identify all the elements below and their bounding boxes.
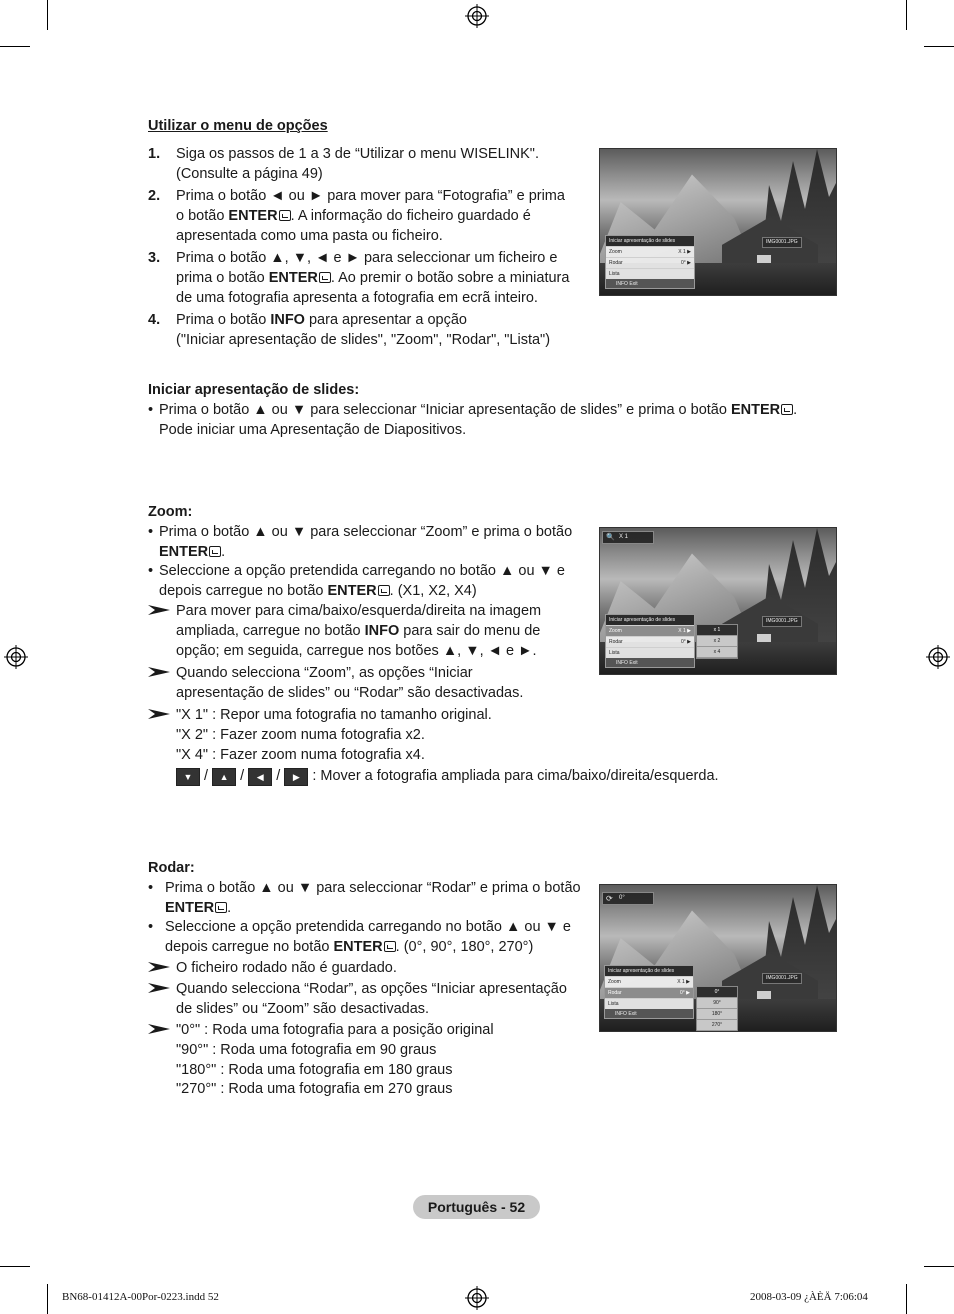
step-text: o botão bbox=[176, 207, 229, 224]
enter-key-label: ENTER bbox=[268, 269, 318, 286]
bullet-dot: • bbox=[148, 563, 154, 579]
osd-row-list[interactable]: Lista bbox=[606, 268, 694, 279]
note-text: Para mover para cima/baixo/esquerda/direita na imagem bbox=[176, 603, 542, 619]
enter-key-label: ENTER bbox=[165, 899, 215, 916]
note-arrow-icon bbox=[148, 961, 172, 973]
enter-key-label: ENTER bbox=[228, 207, 278, 224]
step-text: de uma fotografia apresenta a fotografia em ecrã inteiro. bbox=[176, 289, 538, 306]
note-text: "X 2" : Fazer zoom numa fotografia x2. bbox=[176, 726, 425, 743]
step-text: ("Iniciar apresentação de slides", "Zoom", "Rodar", "Lista") bbox=[176, 331, 551, 348]
note-arrow-icon bbox=[148, 982, 172, 994]
note-text: "180°" : Roda uma fotografia em 180 graus bbox=[176, 1061, 453, 1078]
info-key-label: INFO bbox=[270, 312, 305, 328]
bullet-text: depois carregue no botão bbox=[165, 938, 334, 955]
key-separator: / bbox=[276, 768, 281, 785]
up-key-icon: ▲ bbox=[212, 768, 236, 786]
direction-keys-line bbox=[176, 767, 719, 787]
note-text: apresentação de slides” ou “Rodar” são desactivadas. bbox=[176, 684, 524, 701]
bullet-text: Prima o botão ▲ ou ▼ para seleccionar “Rodar” e prima o botão bbox=[165, 880, 581, 896]
step-text: (Consulte a página 49) bbox=[176, 165, 323, 182]
zoom-indicator bbox=[602, 531, 654, 544]
enter-icon bbox=[319, 272, 331, 283]
step-number: 3. bbox=[148, 250, 161, 266]
crop-mark bbox=[906, 0, 907, 30]
bullet-dot: • bbox=[148, 402, 154, 418]
bullet-text: . bbox=[793, 402, 798, 418]
step-text: Siga os passos de 1 a 3 de “Utilizar o menu WISELINK". bbox=[176, 146, 539, 162]
step-text: prima o botão bbox=[176, 269, 269, 286]
screenshot-options-menu bbox=[599, 148, 837, 296]
registration-target-icon bbox=[926, 645, 950, 669]
zoom-bullet-2 bbox=[148, 562, 565, 602]
slideshow-heading: Iniciar apresentação de slides: bbox=[148, 382, 360, 398]
right-key-icon: ▶ bbox=[284, 768, 308, 786]
left-key-icon: ◀ bbox=[248, 768, 272, 786]
file-tag: IMG0001.JPG bbox=[762, 616, 802, 627]
zoom-note-2 bbox=[176, 664, 523, 704]
rotate-note-2 bbox=[176, 980, 567, 1020]
enter-key-label: ENTER bbox=[327, 582, 377, 599]
enter-icon bbox=[215, 902, 227, 913]
step-text-line bbox=[176, 311, 550, 331]
rotate-option-180[interactable]: 180° bbox=[697, 1009, 737, 1020]
registration-target-icon bbox=[465, 4, 489, 28]
step-text: Prima o botão ◄ ou ► para mover para “Fotografia” e prima bbox=[176, 188, 565, 204]
note-text: "X 4" : Fazer zoom numa fotografia x4. bbox=[176, 746, 425, 763]
osd-title: Iniciar apresentação de slides bbox=[605, 966, 693, 976]
step-text: . Ao premir o botão sobre a miniatura bbox=[330, 269, 570, 286]
down-key-icon: ▼ bbox=[176, 768, 200, 786]
bullet-text: Prima o botão ▲ ou ▼ para seleccionar “Zoom” e prima o botão bbox=[159, 524, 573, 540]
rotate-bullet-1 bbox=[148, 879, 581, 919]
magnifier-icon: 🔍 bbox=[606, 534, 615, 541]
enter-icon bbox=[378, 585, 390, 596]
rotate-option-270[interactable]: 270° bbox=[697, 1020, 737, 1031]
registration-target-icon bbox=[4, 645, 28, 669]
step-text: . A informação do ficheiro guardado é bbox=[290, 207, 531, 224]
crop-mark bbox=[924, 46, 954, 47]
options-heading: Utilizar o menu de opções bbox=[148, 118, 328, 134]
rotate-angle: 0° bbox=[619, 895, 625, 901]
file-tag: IMG0001.JPG bbox=[762, 237, 802, 248]
rotate-icon: ⟳ bbox=[606, 894, 613, 903]
step-text-line bbox=[176, 207, 565, 227]
note-arrow-icon bbox=[148, 604, 172, 616]
note-text: : Mover a fotografia ampliada para cima/baixo/direita/esquerda. bbox=[312, 768, 719, 785]
slideshow-bullet bbox=[148, 401, 797, 441]
note-text: "270°" : Roda uma fotografia em 270 graus bbox=[176, 1081, 453, 1098]
step-text: para apresentar a opção bbox=[304, 312, 467, 328]
zoom-submenu bbox=[696, 624, 738, 659]
note-arrow-icon bbox=[148, 1023, 172, 1035]
osd-info-row: INFO Exit bbox=[606, 279, 694, 288]
bullet-text: . (X1, X2, X4) bbox=[389, 582, 477, 599]
bullet-text: Pode iniciar uma Apresentação de Diapositivos. bbox=[159, 421, 467, 438]
osd-options-menu bbox=[605, 235, 695, 289]
osd-options-menu bbox=[605, 614, 695, 668]
crop-mark bbox=[906, 1284, 907, 1314]
zoom-option-x1[interactable]: x 1 bbox=[697, 625, 737, 636]
note-text: ampliada, carregue no botão bbox=[176, 622, 365, 639]
step-text: apresentada como uma pasta ou ficheiro. bbox=[176, 227, 443, 244]
zoom-option-x2[interactable]: x 2 bbox=[697, 636, 737, 647]
bullet-text: . bbox=[221, 543, 226, 560]
rotate-note-3 bbox=[176, 1021, 494, 1100]
step-number: 1. bbox=[148, 146, 161, 162]
enter-icon bbox=[781, 404, 793, 415]
info-key-label: INFO bbox=[364, 622, 400, 639]
rotate-option-90[interactable]: 90° bbox=[697, 998, 737, 1009]
step-number: 2. bbox=[148, 188, 161, 204]
note-text: Quando selecciona “Zoom”, as opções “Iniciar bbox=[176, 665, 473, 681]
osd-row-list[interactable]: Lista bbox=[605, 998, 693, 1009]
note-text: "X 1" : Repor uma fotografia no tamanho original. bbox=[176, 707, 492, 723]
osd-row-rotate[interactable]: Rodar 0° ▶ bbox=[606, 636, 694, 647]
osd-info-row: INFO Exit bbox=[606, 658, 694, 667]
registration-target-icon bbox=[465, 1286, 489, 1310]
page-number-label: Português - 52 bbox=[413, 1195, 540, 1219]
osd-title: Iniciar apresentação de slides bbox=[606, 236, 694, 246]
note-text: "90°" : Roda uma fotografia em 90 graus bbox=[176, 1041, 437, 1058]
zoom-option-x4[interactable]: x 4 bbox=[697, 647, 737, 658]
file-tag: IMG0001.JPG bbox=[762, 973, 802, 984]
bullet-text: Prima o botão ▲ ou ▼ para seleccionar “Iniciar apresentação de slides” e prima o botão bbox=[159, 402, 731, 418]
step-text: Prima o botão ▲, ▼, ◄ e ► para seleccionar um ficheiro e bbox=[176, 250, 558, 266]
key-separator: / bbox=[204, 768, 209, 785]
key-separator: / bbox=[240, 768, 245, 785]
bullet-dot: • bbox=[148, 919, 154, 935]
enter-key-label: ENTER bbox=[730, 402, 781, 418]
enter-key-label: ENTER bbox=[159, 543, 209, 560]
note-text: para sair do menu de bbox=[399, 622, 541, 639]
osd-info-row: INFO Exit bbox=[605, 1009, 693, 1018]
bullet-text: Seleccione a opção pretendida carregando no botão ▲ ou ▼ e bbox=[159, 563, 565, 579]
rotate-indicator bbox=[602, 892, 654, 905]
enter-key-label: ENTER bbox=[333, 938, 383, 955]
step-number: 4. bbox=[148, 312, 161, 328]
step-text: Prima o botão bbox=[176, 312, 271, 328]
osd-row-rotate[interactable]: Rodar 0° ▶ bbox=[605, 987, 693, 998]
enter-icon bbox=[384, 941, 396, 952]
osd-row-zoom[interactable]: Zoom X 1 ▶ bbox=[605, 976, 693, 987]
step-3 bbox=[148, 249, 569, 308]
osd-row-rotate[interactable]: Rodar 0° ▶ bbox=[606, 257, 694, 268]
step-2 bbox=[148, 187, 565, 246]
step-4 bbox=[148, 311, 550, 351]
zoom-heading: Zoom: bbox=[148, 504, 193, 520]
bullet-text: depois carregue no botão bbox=[159, 582, 328, 599]
note-arrow-icon bbox=[148, 708, 172, 720]
bullet-text: . bbox=[227, 899, 232, 916]
step-1 bbox=[148, 145, 539, 185]
crop-mark bbox=[47, 1284, 48, 1314]
osd-title: Iniciar apresentação de slides bbox=[606, 615, 694, 625]
step-text-line bbox=[176, 269, 569, 289]
note-text: de slides” ou “Zoom” são desactivadas. bbox=[176, 1000, 430, 1017]
zoom-level: X 1 bbox=[619, 534, 629, 540]
osd-row-list[interactable]: Lista bbox=[606, 647, 694, 658]
bullet-dot: • bbox=[148, 880, 154, 896]
osd-row-zoom[interactable]: Zoom X 1 ▶ bbox=[606, 625, 694, 636]
rotate-bullet-2 bbox=[148, 918, 571, 958]
bullet-text: . (0°, 90°, 180°, 270°) bbox=[395, 938, 534, 955]
crop-mark bbox=[924, 1266, 954, 1267]
zoom-bullet-1 bbox=[148, 523, 572, 563]
crop-mark bbox=[0, 46, 30, 47]
note-text: "0°" : Roda uma fotografia para a posição original bbox=[176, 1022, 494, 1038]
enter-icon bbox=[209, 546, 221, 557]
bullet-dot: • bbox=[148, 524, 154, 540]
screenshot-rotate-menu bbox=[599, 884, 837, 1032]
rotate-heading: Rodar: bbox=[148, 860, 195, 876]
bullet-text: Seleccione a opção pretendida carregando no botão ▲ ou ▼ e bbox=[165, 919, 571, 935]
note-text: Quando selecciona “Rodar”, as opções “Iniciar apresentação bbox=[176, 981, 567, 997]
enter-icon bbox=[279, 210, 291, 221]
print-file-info: BN68-01412A-00Por-0223.indd 52 bbox=[62, 1291, 219, 1303]
zoom-note-1 bbox=[176, 602, 541, 661]
zoom-note-3 bbox=[176, 706, 719, 787]
rotate-submenu bbox=[696, 986, 738, 1032]
crop-mark bbox=[0, 1266, 30, 1267]
screenshot-zoom-menu bbox=[599, 527, 837, 675]
osd-row-zoom[interactable]: Zoom X 1 ▶ bbox=[606, 246, 694, 257]
rotate-option-0[interactable]: 0° bbox=[697, 987, 737, 998]
print-date-info: 2008-03-09 ¿ÀÈÄ 7:06:04 bbox=[750, 1291, 868, 1303]
rotate-note-1: O ficheiro rodado não é guardado. bbox=[176, 960, 397, 976]
crop-mark bbox=[47, 0, 48, 30]
note-text: opção; em seguida, carregue nos botões ▲, ▼, ◄ e ►. bbox=[176, 642, 537, 659]
note-arrow-icon bbox=[148, 666, 172, 678]
osd-options-menu bbox=[604, 965, 694, 1019]
